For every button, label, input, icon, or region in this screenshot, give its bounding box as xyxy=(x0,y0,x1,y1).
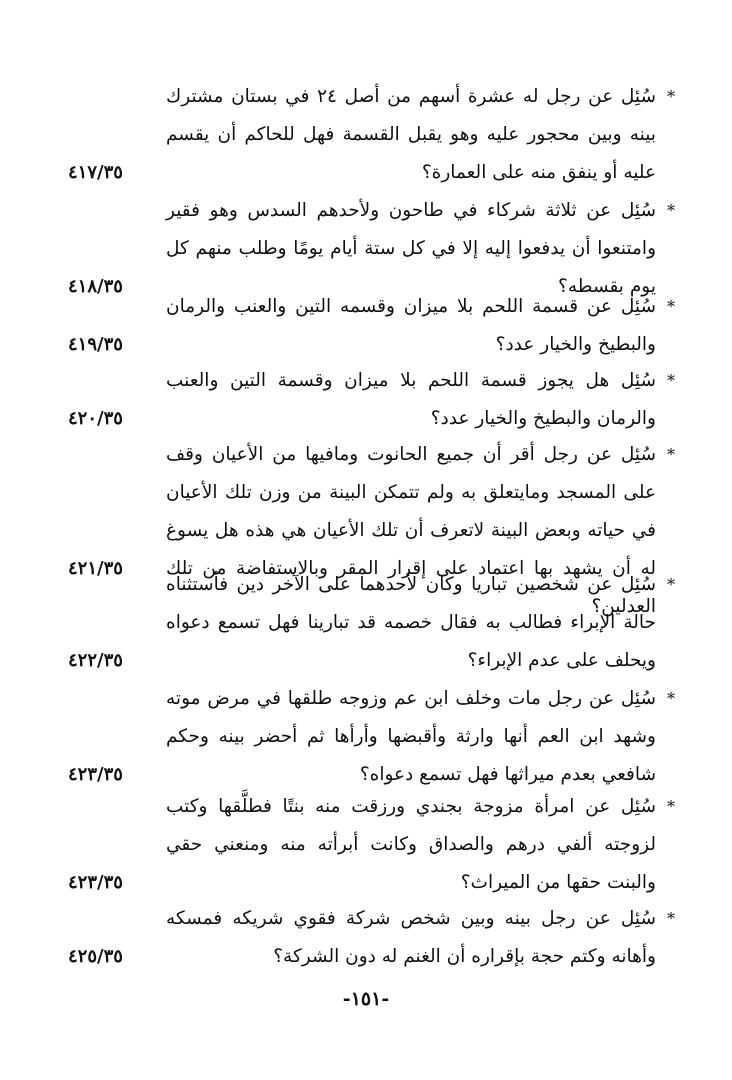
question-text: سُئِل عن شخصين تباريا وكان لأحدهما على الآخر دين فأستثناه حالة الإبراء فطالب به فقال خصمه قد تبارينا فهل تسمع دعواه ويحلف على عدم الإبراء؟ xyxy=(166,574,656,671)
bullet-star-icon: * xyxy=(667,201,675,220)
volume-page-reference: ٤١٧/٣٥ xyxy=(68,162,123,183)
question-entry xyxy=(40,362,680,438)
question-text: سُئِل عن رجل له عشرة أسهم من أصل ٢٤ في بستان مشترك بينه وبين محجور عليه وهو يقبل القسمة فهل للحاكم أن يقسم عليه أو ينفق منه على العمارة؟ xyxy=(166,86,656,183)
volume-page-reference: ٤٢٢/٣٥ xyxy=(68,650,123,671)
bullet-star-icon: * xyxy=(667,797,675,816)
bullet-star-icon: * xyxy=(667,445,675,464)
bullet-star-icon: * xyxy=(667,909,675,928)
question-entry xyxy=(40,788,680,902)
question-text: سُئِل عن قسمة اللحم بلا ميزان وقسمه التين والعنب والرمان والبطيخ والخيار عدد؟ xyxy=(166,296,656,355)
bullet-star-icon: * xyxy=(667,575,675,594)
volume-page-reference: ٤٢١/٣٥ xyxy=(68,558,123,579)
bullet-star-icon: * xyxy=(667,371,675,390)
question-entry xyxy=(40,680,680,794)
question-text: سُئِل عن امرأة مزوجة بجندي ورزقت منه بنتًا فطلَّقها وكتب لزوجته ألفي درهم والصداق وكانت أبرأته منه ومنعني حقي والبنت حقها من الميراث؟ xyxy=(166,796,656,893)
question-entry xyxy=(40,566,680,680)
volume-page-reference: ٤٢٠/٣٥ xyxy=(68,408,123,429)
bullet-star-icon: * xyxy=(667,689,675,708)
question-text: سُئِل عن ثلاثة شركاء في طاحون ولأحدهم السدس وهو فقير وامتنعوا أن يدفعوا إليه إلا في كل ستة أيام يومًا وطلب منهم كل يوم بقسطه؟ xyxy=(166,200,656,297)
question-entry xyxy=(40,78,680,192)
bullet-star-icon: * xyxy=(667,297,675,316)
volume-page-reference: ٤٢٣/٣٥ xyxy=(68,764,123,785)
question-text: سُئِل هل يجوز قسمة اللحم بلا ميزان وقسمة التين والعنب والرمان والبطيخ والخيار عدد؟ xyxy=(166,370,656,429)
question-text: سُئِل عن رجل بينه وبين شخص شركة فقوي شريكه فمسكه وأهانه وكتم حجة بإقراره أن الغنم له دون الشركة؟ xyxy=(166,908,656,967)
volume-page-reference: ٤٢٥/٣٥ xyxy=(68,946,123,967)
question-entry xyxy=(40,900,680,976)
question-entry xyxy=(40,288,680,364)
volume-page-reference: ٤١٩/٣٥ xyxy=(68,334,123,355)
volume-page-reference: ٤١٨/٣٥ xyxy=(68,276,123,297)
question-text: سُئِل عن رجل أقر أن جميع الحانوت ومافيها من الأعيان وقف على المسجد ومايتعلق به ولم تتمكن البينة من وزن تلك الأعيان في حياته وبعض البينة لاتعرف أن تلك الأعيان هي هذه هل يسوغ له أن يشهد بها اعتماد على إقرار المقر وبالاستفاضة من تلك العدلين؟ xyxy=(166,444,656,617)
question-text: سُئِل عن رجل مات وخلف ابن عم وزوجه طلقها في مرض موته وشهد ابن العم أنها وارثة وأقبضها وأرأها ثم أحضر بينه وحكم شافعي بعدم ميراثها فهل تسمع دعواه؟ xyxy=(166,688,656,785)
page-number: -١٥١- xyxy=(342,988,390,1010)
volume-page-reference: ٤٢٣/٣٥ xyxy=(68,872,123,893)
bullet-star-icon: * xyxy=(667,87,675,106)
